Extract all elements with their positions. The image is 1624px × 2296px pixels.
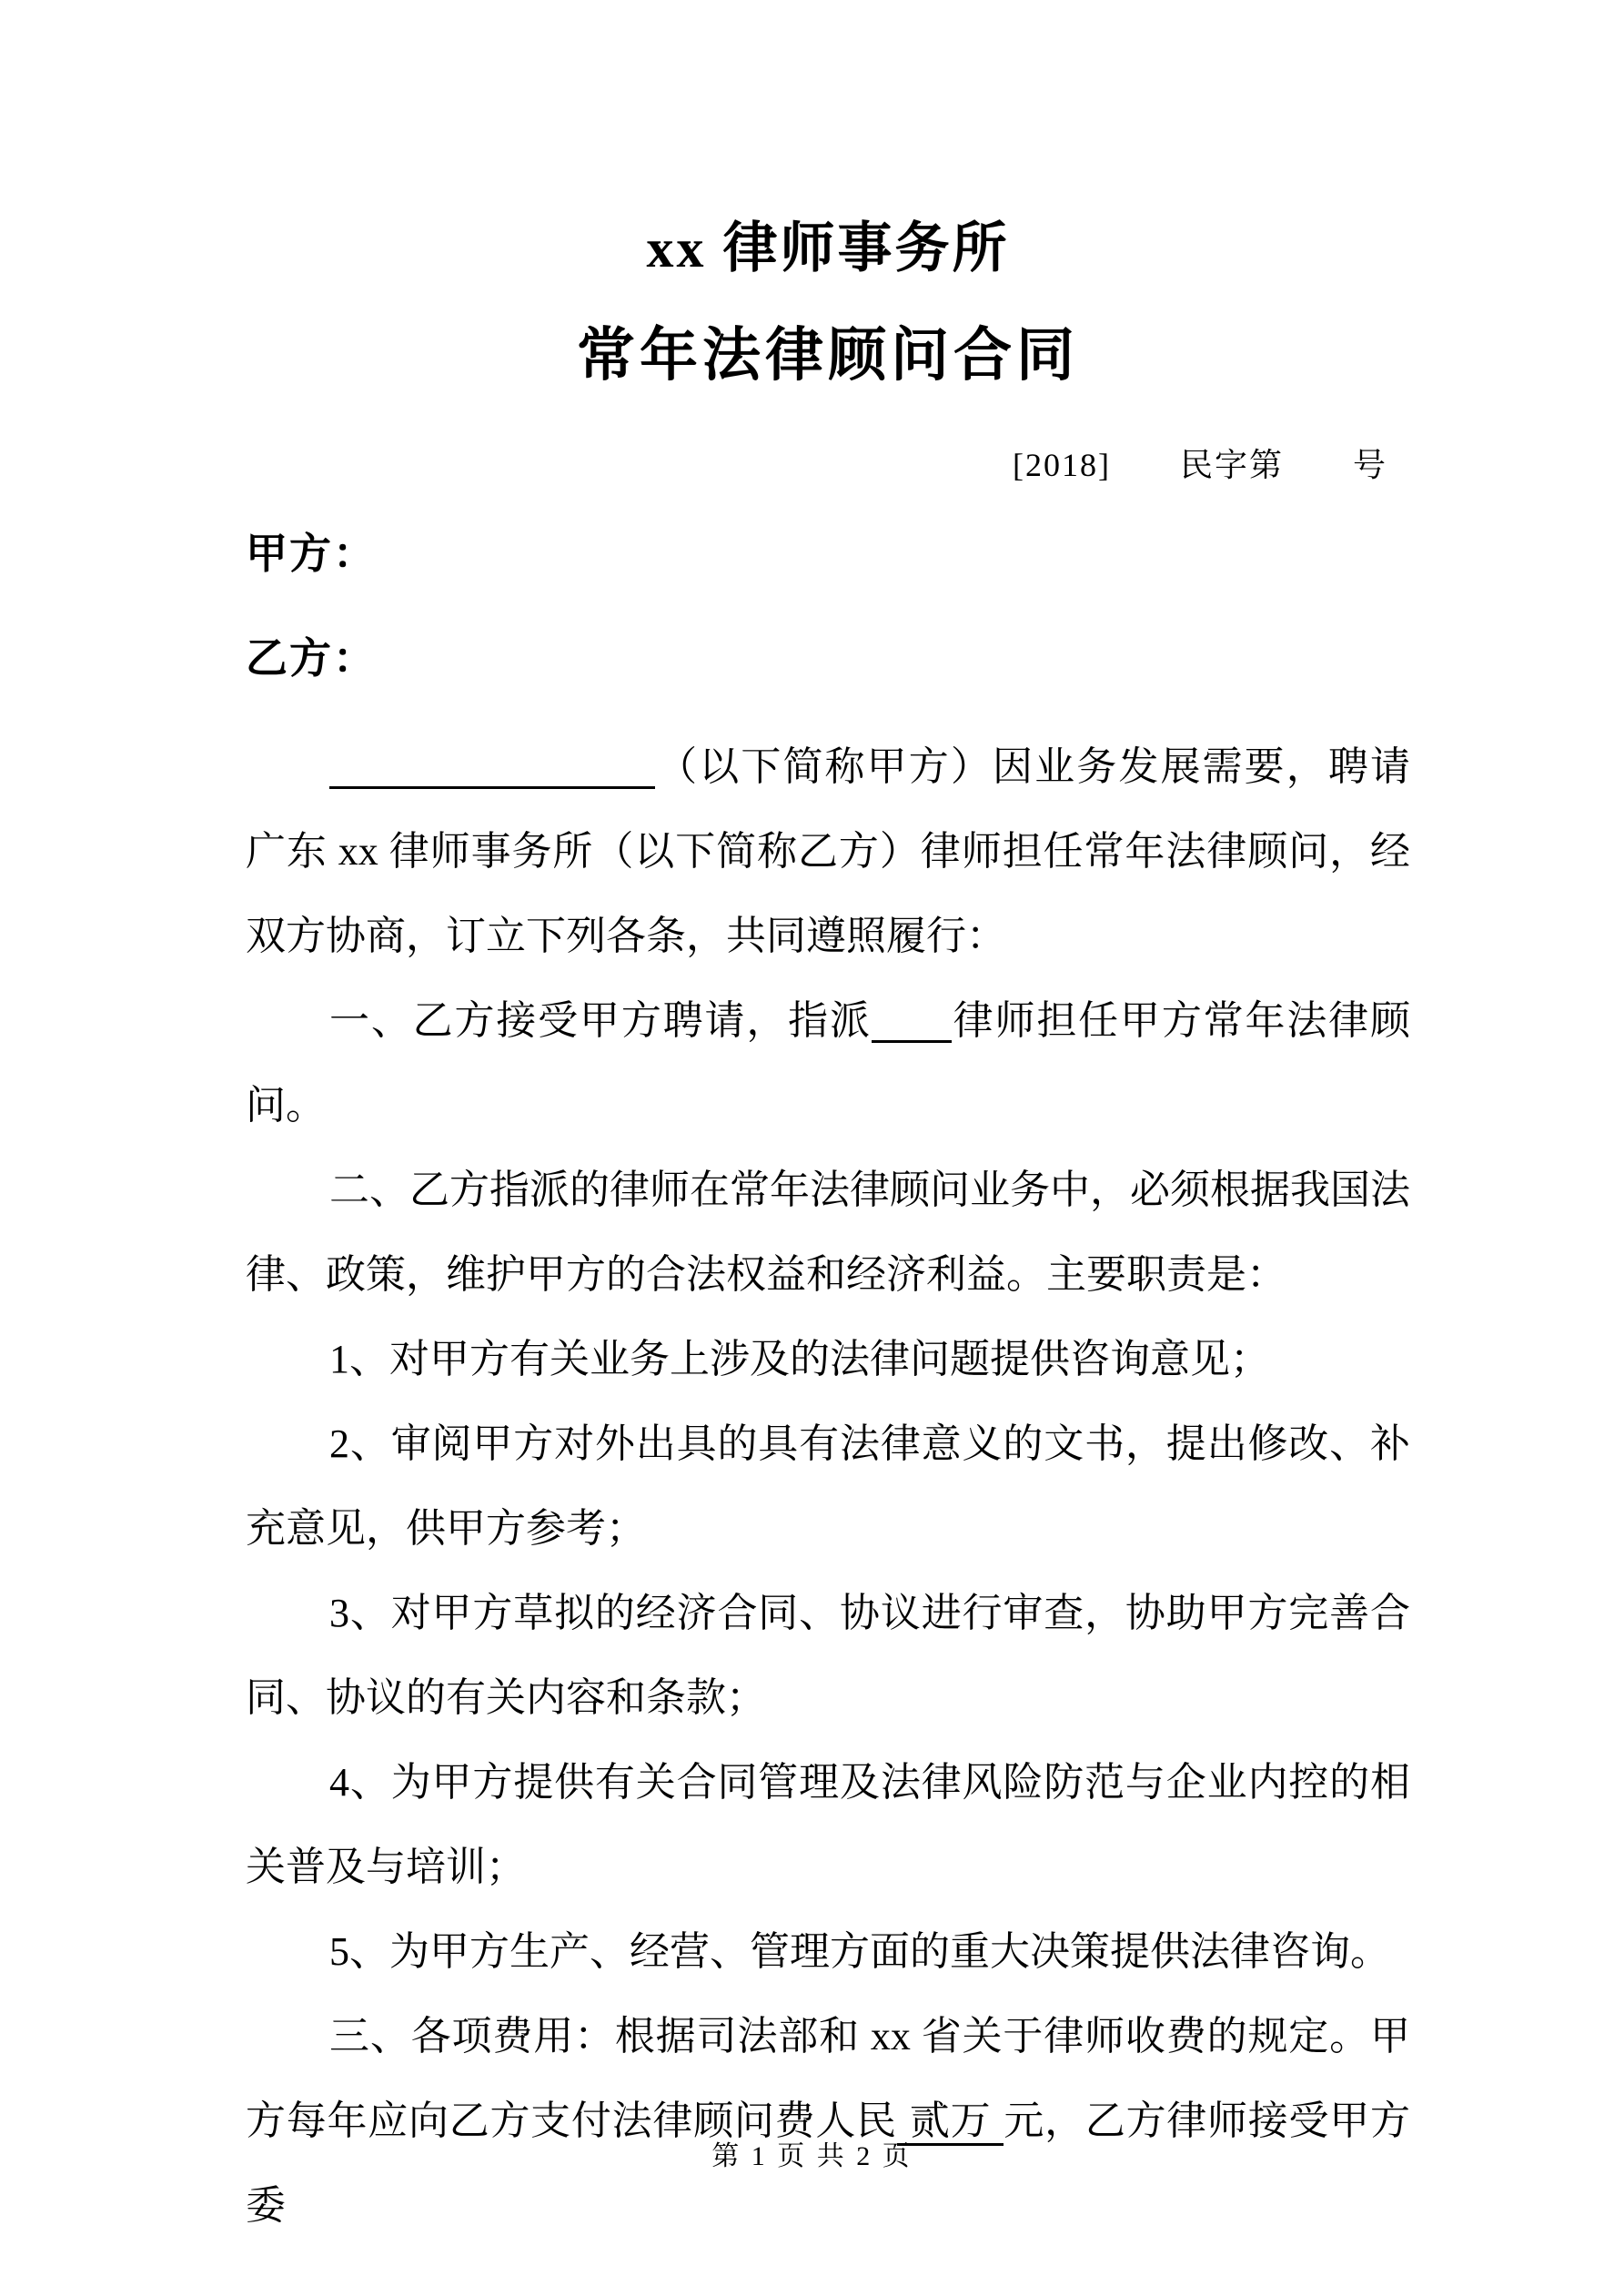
- paragraph-clause-3: [246, 1994, 1410, 2248]
- document-subtitle: 常年法律顾问合同: [577, 323, 1079, 388]
- fill-in-blank-party-a-name: [329, 753, 655, 789]
- paragraph-duty-1: 1、对甲方有关业务上涉及的法律问题提供咨询意见；: [329, 1337, 1270, 1381]
- page-number-footer: 第 1 页 共 2 页: [711, 2141, 913, 2171]
- paragraph-duty-4: 4、为甲方提供有关合同管理及法律风险防范与企业内控的相关普及与培训；: [246, 1760, 1410, 1889]
- paragraph-intro-text: （以下简称甲方）因业务发展需要，聘请广东 xx 律师事务所（以下简称乙方）律师担任常年法律顾问，经双方协商，订立下列各条，共同遵照履行：: [246, 744, 1410, 958]
- paragraph-clause-2: 二、乙方指派的律师在常年法律顾问业务中，必须根据我国法律、政策，维护甲方的合法权益和经济利益。主要职责是：: [246, 1168, 1410, 1297]
- document-number: [2018] 民字第 号: [1013, 447, 1387, 483]
- fee-amount-underlined: 贰万: [897, 2099, 1004, 2146]
- paragraph-duty-2: 2、审阅甲方对外出具的具有法律意义的文书，提出修改、补充意见，供甲方参考；: [246, 1421, 1410, 1551]
- clause-3-text-before-fee: 三、各项费用：根据司法部和 xx 省关于律师收费的规定。甲方每年应向乙方支付法律顾问费人民: [246, 2014, 1410, 2143]
- paragraph-clause-1: [246, 978, 1410, 1148]
- clause-1-text-before-blank: 一、乙方接受甲方聘请，指派: [329, 998, 872, 1043]
- fill-in-blank-lawyer-name: [872, 1006, 952, 1043]
- party-a-label: 甲方：: [246, 531, 377, 577]
- contract-body: [246, 724, 1410, 2248]
- paragraph-intro: [246, 724, 1410, 978]
- paragraph-duty-5: 5、为甲方生产、经营、管理方面的重大决策提供法律咨询。: [329, 1929, 1390, 1974]
- clause-1-text-after-blank: 律师担任甲方常年法律顾问。: [246, 998, 1411, 1128]
- paragraph-duty-3: 3、对甲方草拟的经济合同、协议进行审查，协助甲方完善合同、协议的有关内容和条款；: [246, 1591, 1410, 1720]
- party-b-label: 乙方：: [246, 635, 377, 682]
- document-title: xx 律师事务所: [646, 218, 1010, 278]
- clause-3-text-after-fee: 元，乙方律师接受甲方委: [246, 2099, 1411, 2228]
